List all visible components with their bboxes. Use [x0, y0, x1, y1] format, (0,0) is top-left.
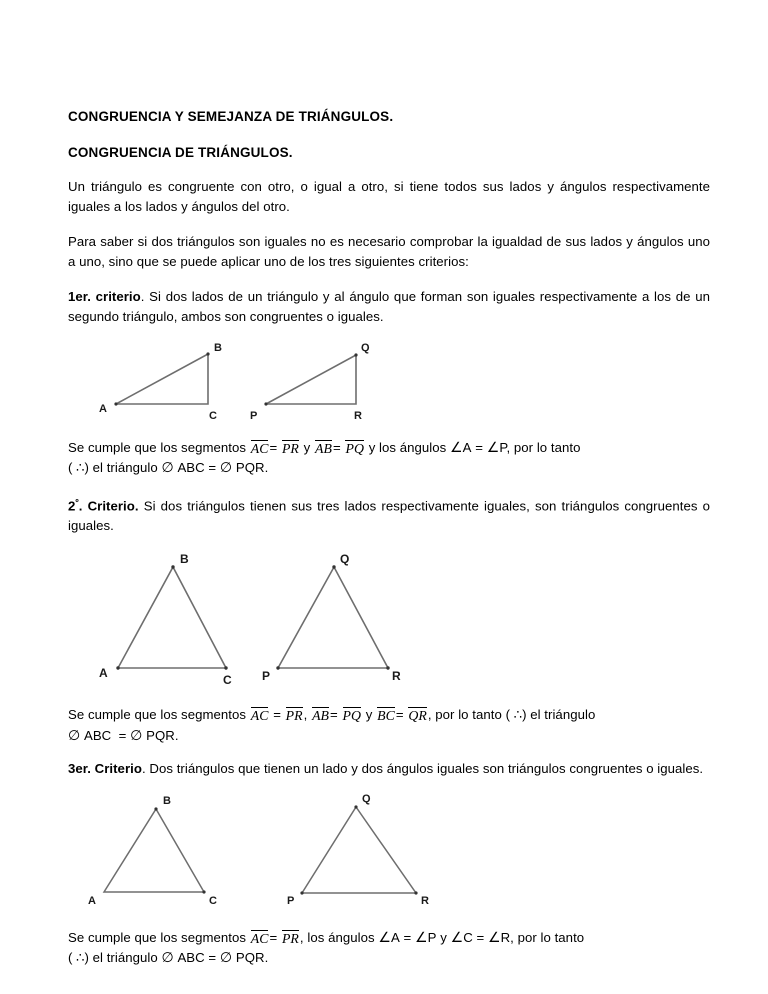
- triangle-pqr-outline: [266, 355, 356, 404]
- paragraph-intro: Un triángulo es congruente con otro, o igual a otro, si tiene todos sus lados y ángulos respectivamente iguales a los lados y ángulos del otro.: [68, 179, 710, 215]
- triangle-pqr-label-2: PQR.: [146, 728, 179, 744]
- therefore-icon-2: ∴: [513, 708, 523, 724]
- therefore-icon-1: ∴: [76, 461, 85, 477]
- angle-icon-p-3: ∠: [415, 930, 428, 947]
- segment-ab-2: AB: [312, 708, 330, 724]
- equals-2c: =: [395, 707, 404, 723]
- vertex-label-a-3: A: [88, 895, 96, 908]
- criterion-2-paragraph: [68, 492, 710, 536]
- vertex-label-q-3: Q: [362, 793, 371, 806]
- criterion-2-label-number: 2: [68, 498, 76, 514]
- vertex-c-dot-3: [202, 891, 205, 894]
- figure-3-svg: [68, 792, 708, 920]
- vertex-label-b-3: B: [163, 795, 171, 808]
- conclusion-1-tail: , por lo tanto: [506, 440, 581, 456]
- vertex-label-c-3: C: [209, 895, 217, 908]
- angle-equals-1: =: [475, 440, 483, 456]
- criterion-3-paragraph: [68, 759, 710, 779]
- criterion-2-text: Si dos triángulos tienen sus tres lados respectivamente iguales, son triángulos congruentes o iguales.: [68, 498, 710, 534]
- criterion-2-label-ordinal: º: [75, 497, 79, 508]
- conclusion-3-lead: Se cumple que los segmentos: [68, 930, 250, 946]
- vertex-label-c: C: [209, 410, 217, 423]
- triangle-abc-outline-3: [104, 809, 204, 892]
- conclusion-2-tail2: ) el triángulo: [522, 707, 596, 723]
- vertex-a-dot-2: [116, 667, 119, 670]
- triangle-abc-label-1: ABC: [177, 460, 205, 476]
- conclusion-1-lead: Se cumple que los segmentos: [68, 440, 250, 456]
- angle-icon-a-3: ∠: [378, 930, 391, 947]
- triangle-abc-isosceles: [99, 552, 232, 687]
- triangle-pqr-right: [250, 342, 370, 422]
- vertex-r-dot-3: [414, 892, 417, 895]
- comma-3: ,: [299, 930, 304, 946]
- vertex-a-dot: [114, 402, 117, 405]
- triangle-pqr-outline-2: [278, 567, 388, 668]
- vertex-label-r-2: R: [392, 669, 401, 684]
- vertex-r-dot-2: [386, 667, 389, 670]
- segment-bc-2: BC: [377, 708, 395, 724]
- vertex-label-c-2: C: [223, 673, 232, 688]
- comma-2: ,: [303, 707, 308, 723]
- angle-p-3: P: [427, 930, 437, 946]
- triangle-pqr-isosceles-small: [287, 793, 429, 907]
- triangle-abc-outline-2: [118, 567, 226, 668]
- section-heading-congruencia: [68, 144, 710, 162]
- conclusion-3-open: (: [68, 950, 77, 966]
- angle-icon-r-3: ∠: [487, 930, 501, 947]
- criterion-3-label: 3er. Criterio: [68, 761, 142, 777]
- triangle-symbol-icon-abc-2: ∅: [68, 728, 81, 745]
- triangle-equals-1: =: [208, 460, 217, 476]
- therefore-icon-3: ∴: [76, 951, 85, 967]
- equals-1b: =: [332, 440, 341, 456]
- vertex-q-dot-3: [354, 806, 357, 809]
- triangle-pqr-label-3: PQR.: [235, 950, 269, 966]
- criterion-1-paragraph: [68, 287, 710, 327]
- figure-1-svg: [68, 340, 708, 432]
- triangle-pqr-isosceles: [262, 552, 401, 683]
- segment-ac-2: AC: [250, 708, 269, 724]
- segment-pq-1: PQ: [345, 441, 364, 457]
- angle-a-3: A: [390, 930, 400, 946]
- equals-2b: =: [330, 707, 338, 723]
- vertex-q-dot: [354, 353, 357, 356]
- segment-ac-3: AC: [250, 931, 269, 947]
- criterion-1-label-period: .: [140, 289, 145, 305]
- triangle-symbol-icon-pqr-2: ∅: [130, 728, 143, 745]
- triangle-abc-label-3: ABC: [177, 950, 205, 966]
- angle-equals-3b: =: [476, 930, 485, 946]
- conclusion-3-close: ) el triángulo: [84, 950, 162, 966]
- conclusion-1-close: ) el triángulo: [84, 460, 162, 476]
- vertex-label-r-3: R: [421, 895, 429, 908]
- vertex-label-a: A: [99, 403, 107, 416]
- vertex-label-p-2: P: [262, 669, 271, 684]
- criterion-1-text: Si dos lados de un triángulo y al ángulo que forman son iguales respectivamente a los de un segundo triángulo, ambos son congruentes o iguales.: [68, 289, 710, 325]
- vertex-c-dot-2: [224, 667, 227, 670]
- criterion-2-label-rest: . Criterio.: [78, 498, 139, 514]
- conclusion-2-lead: Se cumple que los segmentos: [68, 707, 250, 723]
- segment-ac-1: AC: [250, 441, 269, 457]
- conclusion-2-tail: , por lo tanto (: [427, 707, 514, 723]
- vertex-label-b: B: [214, 342, 222, 355]
- vertex-q-dot-2: [332, 566, 335, 569]
- conjunction-y-2: y: [365, 707, 373, 723]
- triangle-symbol-icon-abc-3: ∅: [161, 950, 174, 967]
- vertex-label-q-2: Q: [340, 552, 350, 567]
- vertex-b-dot: [206, 352, 209, 355]
- triangle-symbol-icon-abc-1: ∅: [161, 460, 174, 477]
- triangle-abc-label-2: ABC: [83, 728, 112, 744]
- section-heading-period: .: [288, 144, 293, 160]
- page-title: CONGRUENCIA Y SEMEJANZA DE TRIÁNGULOS.: [68, 109, 394, 124]
- paragraph-criteria-lead: Para saber si dos triángulos son iguales no es necesario comprobar la igualdad de sus lados y ángulos uno a uno, sino que se puede aplicar uno de los tres siguientes criterios:: [68, 234, 710, 270]
- vertex-label-p: P: [250, 410, 258, 423]
- angle-equals-3a: =: [403, 930, 412, 946]
- conclusion-2-paragraph: [68, 705, 710, 746]
- equals-1a: =: [269, 440, 278, 456]
- vertex-label-p-3: P: [287, 895, 295, 908]
- conjunction-y-1: y: [303, 440, 311, 456]
- vertex-label-b-2: B: [180, 552, 189, 567]
- triangle-abc-right: [99, 342, 222, 422]
- figure-criterion-3: [68, 792, 710, 920]
- conclusion-1-open: (: [68, 460, 77, 476]
- segment-pr-1: PR: [281, 441, 299, 457]
- figure-2-svg: [68, 549, 708, 697]
- conjunction-y-3: y: [440, 930, 447, 946]
- triangle-abc-isosceles-small: [88, 795, 217, 907]
- vertex-b-dot-3: [154, 808, 157, 811]
- vertex-p-dot-3: [300, 892, 303, 895]
- triangle-pqr-label-1: PQR.: [235, 460, 269, 476]
- criterion-3-text: Dos triángulos que tienen un lado y dos ángulos iguales son triángulos congruentes o iguales.: [145, 761, 704, 777]
- triangle-abc-outline: [116, 354, 208, 404]
- triangle-symbol-icon-pqr-1: ∅: [219, 460, 233, 477]
- conclusion-3-tail: , por lo tanto: [510, 930, 585, 946]
- angle-r-3: R: [500, 930, 511, 946]
- conclusion-3-mid: los ángulos: [303, 930, 379, 946]
- segment-qr-2: QR: [408, 708, 427, 724]
- criterion-1-label: 1er. criterio: [68, 289, 141, 305]
- conclusion-1-mid: y los ángulos: [368, 440, 451, 456]
- triangle-pqr-outline-3: [302, 807, 416, 893]
- conclusion-3-paragraph: [68, 928, 710, 969]
- triangle-equals-3: =: [208, 950, 217, 966]
- triangle-equals-2: =: [118, 728, 127, 744]
- equals-2a: =: [273, 707, 281, 723]
- angle-icon-a-1: ∠: [450, 440, 463, 457]
- triangle-symbol-icon-pqr-3: ∅: [219, 950, 233, 967]
- angle-icon-p-1: ∠: [486, 440, 500, 457]
- vertex-b-dot-2: [171, 566, 174, 569]
- angle-icon-c-3: ∠: [450, 930, 464, 947]
- section-heading-text: CONGRUENCIA DE TRIÁNGULOS: [68, 144, 289, 160]
- vertex-label-a-2: A: [99, 666, 108, 681]
- figure-criterion-2: [68, 549, 710, 697]
- equals-3a: =: [269, 930, 278, 946]
- conclusion-1-paragraph: [68, 438, 710, 479]
- segment-pr-2: PR: [285, 708, 303, 724]
- angle-c-3: C: [463, 930, 473, 946]
- angle-a-1: A: [462, 440, 472, 456]
- segment-ab-1: AB: [315, 441, 332, 457]
- segment-pq-2: PQ: [342, 708, 362, 724]
- segment-pr-3: PR: [281, 931, 299, 947]
- vertex-p-dot-2: [276, 667, 279, 670]
- vertex-label-q: Q: [361, 342, 370, 355]
- figure-criterion-1: [68, 340, 710, 432]
- vertex-p-dot: [264, 402, 267, 405]
- vertex-label-r: R: [354, 410, 362, 423]
- criterion-3-label-period: .: [141, 761, 146, 777]
- angle-p-1: P: [499, 440, 507, 456]
